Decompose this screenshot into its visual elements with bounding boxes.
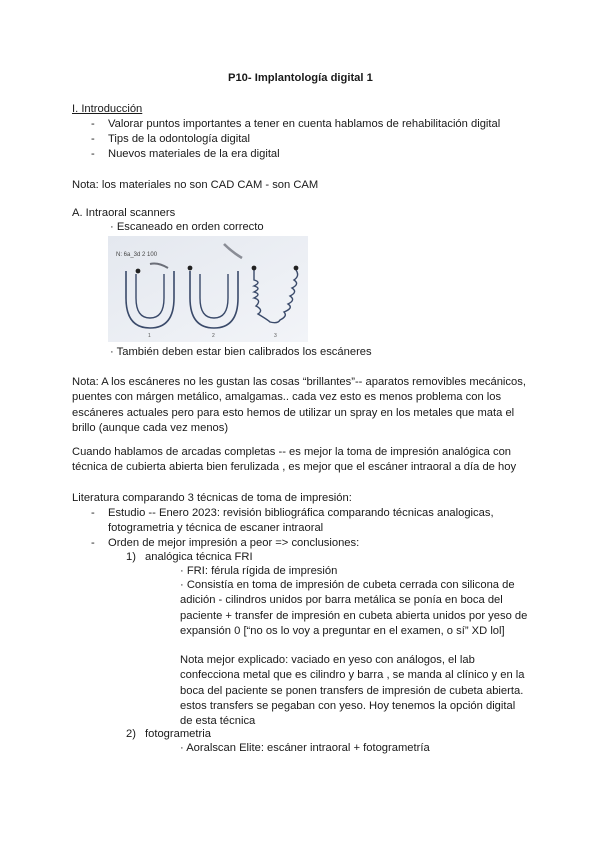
scan-start-marker: [188, 266, 193, 271]
figure-mark-1: 1: [148, 333, 151, 339]
figure-label: N: 6a_3d 2 100: [116, 252, 158, 258]
scan-start-marker: [252, 266, 257, 271]
paragraph-line: técnica de cubierta abierta bien ferulizada , es mejor que el escáner intraoral a día de hoy: [72, 461, 517, 474]
note-paragraph: [72, 375, 526, 436]
item-2-text: fotogrametria: [145, 728, 211, 740]
item-2-sub: · Aoralscan Elite: escáner intraoral + fotogrametría: [180, 742, 430, 754]
intro-heading: I. Introducción: [72, 103, 143, 115]
section-a-heading: A. Intraoral scanners: [72, 207, 176, 219]
note-materials: Nota: los materiales no son CAD CAM - son CAM: [72, 179, 319, 191]
note-line: estos transfers se pegaban con yeso. Hoy tenemos la opción digital: [180, 699, 516, 712]
note-line: Nota: A los escáneres no les gustan las cosas “brillantes”-- aparatos removibles mecánicos,: [72, 376, 526, 388]
page-title: P10- Implantología digital 1: [228, 72, 373, 84]
dash-marker: -: [91, 118, 95, 130]
note-line: de esta técnica: [180, 715, 256, 728]
figure-mark-2: 2: [212, 333, 215, 339]
item-1-text: analógica técnica FRI: [145, 551, 253, 563]
orden-line: Orden de mejor impresión a peor => conclusiones:: [108, 537, 360, 549]
estudio-line: fotogrametria y técnica de escaner intraoral: [108, 522, 324, 534]
detail-line: paciente + transfer de impresión en cubeta abierta unidos por yeso de: [180, 609, 528, 622]
intro-item: Tips de la odontología digital: [108, 133, 251, 145]
note-line: escáneres actuales pero para esto hemos de utilizar un spray en los metales que mata el: [72, 406, 515, 419]
scan-order-photo: [108, 236, 308, 342]
figure-mark-3: 3: [274, 333, 277, 339]
detail-line: adición - cilindros unidos por barra metálica se ponía en boca del: [180, 594, 503, 607]
note-line: boca del paciente se ponen transfers de impresión de cubeta abierta.: [180, 684, 524, 697]
scan-start-marker: [136, 269, 141, 274]
arcadas-paragraph: [72, 445, 516, 476]
note-line: puentes con márgen metálico, amalgamas.. cada vez esto es menos problema con los: [72, 391, 502, 404]
intro-item: Nuevos materiales de la era digital: [108, 148, 280, 160]
paragraph-line: Cuando hablamos de arcadas completas -- es mejor la toma de impresión analógica con: [72, 446, 512, 458]
item-2-number: 2): [126, 728, 136, 740]
dash-marker: -: [91, 133, 95, 145]
item-1-detail: [180, 578, 527, 639]
scan-end-marker: [294, 266, 299, 271]
dash-marker: -: [91, 507, 95, 519]
detail-line: · Consistía en toma de impresión de cubeta cerrada con silicona de: [180, 579, 515, 591]
item-1-sub: · FRI: férula rígida de impresión: [180, 565, 338, 577]
dash-marker: -: [91, 537, 95, 549]
estudio-line: Estudio -- Enero 2023: revisión bibliográfica comparando técnicas analogicas,: [108, 507, 494, 519]
dash-marker: -: [91, 148, 95, 160]
detail-line: expansión 0 [“no os lo voy a preguntar en el examen, o sí” XD lol]: [180, 624, 505, 637]
item-1-note: [180, 653, 525, 729]
scan-order-illustration: [108, 236, 308, 342]
note-line: Nota mejor explicado: vaciado en yeso con análogos, el lab: [180, 654, 475, 666]
section-a-bullet: · También deben estar bien calibrados los escáneres: [110, 346, 372, 358]
note-line: brillo (aunque cada vez menos): [72, 421, 229, 434]
item-1-number: 1): [126, 551, 136, 563]
section-a-bullet: · Escaneado en orden correcto: [110, 221, 264, 233]
literatura-heading: Literatura comparando 3 técnicas de toma de impresión:: [72, 492, 352, 504]
note-line: confecciona metal que es cilindro y barra , se manda al clínico y en la: [180, 669, 525, 682]
intro-item: Valorar puntos importantes a tener en cuenta hablamos de rehabilitación digital: [108, 118, 501, 130]
